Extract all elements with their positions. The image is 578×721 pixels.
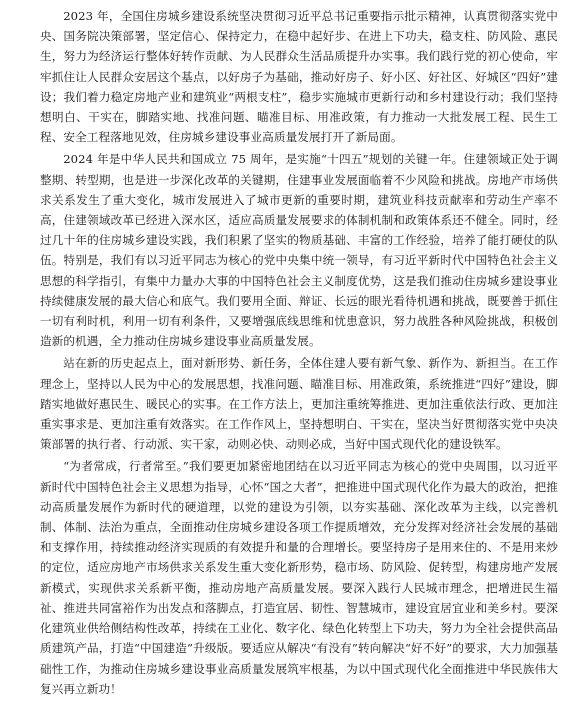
paragraph-new-starting-point: 站在新的历史起点上，面对新形势、新任务，全体住建人要有新气象、新作为、新担当。在工作理念上，坚持以人民为中心的发展思想，找准问题、瞄准目标、用准政策，系统推进“四好”建设，脚踏实地做好惠民生、暖民心的实事。在工作方法上，更加注重统筹推进、更加注重依法行政、更加注重实事求是、更加注重有效落实。在工作作风上，坚持想明白、干实在，坚决当好贯彻落实党中央决策部署的执行者、行动派、实干家，动则必快、动则必成，当好中国式现代化的建设铁军。	[40, 356, 558, 452]
paragraph-closing-call: “为者常成，行者常至。”我们要更加紧密地团结在以习近平同志为核心的党中央周围，以习近平新时代中国特色社会主义思想为指导，心怀“国之大者”，把推进中国式现代化作为最大的政治，把推动高质量发展作为新时代的硬道理，以党的建设为引领，以夯实基础、深化改革为主线，以完善机制、体制、法治为重点，全面推动住房城乡建设各项工作提质增效，充分发挥对经济社会发展的基础和支撑作用，持续推动经济实现质的有效提升和量的合理增长。要坚持房子是用来住的、不是用来炒的定位，适应房地产市场供求关系发生重大变化新形势，稳市场、防风险、促转型，构建房地产发展新模式，实现供求关系新平衡，推动房地产高质量发展。要深入践行人民城市理念，把增进民生福祉、推进共同富裕作为出发点和落脚点，打造宜居、韧性、智慧城市，建设宜居宜业和美乡村。要深化建筑业供给侧结构性改革，持续在工业化、数字化、绿色化转型上下功夫，努力为全社会提供高品质建筑产品，打造“中国建造”升级版。要适应从解决“有没有”转向解决“好不好”的要求，大力加强基础性工作，为推动住房城乡建设事业高质量发展筑牢根基，为以中国式现代化全面推进中华民族伟大复兴再立新功！	[40, 459, 558, 696]
document-page	[40, 6, 558, 701]
paragraph-2023-review: 2023 年，全国住房城乡建设系统坚决贯彻习近平总书记重要指示批示精神，认真贯彻落实党中央、国务院决策部署，坚定信心、保持定力，在稳中起好步、在进上下功夫，稳支柱、防风险、惠民生，努力为经济运行整体好转作贡献、为人民群众生活品质提升办实事。我们践行党的初心使命，牢牢抓住让人民群众安居这个基点，以好房子为基础，推动好房子、好小区、好社区、好城区“四好”建设；我们着力稳定房地产业和建筑业“两根支柱”，稳步实施城市更新行动和乡村建设行动；我们坚持想明白、干实在，脚踏实地、找准问题、瞄准目标、用准政策，有力推动一大批发展工程、民生工程、安全工程落地见效，住房城乡建设事业高质量发展打开了新局面。	[40, 9, 558, 145]
paragraph-2024-outlook: 2024 年是中华人民共和国成立 75 周年，是实施“十四五”规划的关键一年。住建领域正处于调整期、转型期，也是进一步深化改革的关键期，住建事业发展面临着不少风险和挑战。房地产市场供求关系发生了重大变化，城市发展进入了城市更新的重要时期，建筑业科技贡献率和劳动生产率不高，住建领域改革已经进入深水区，适应高质量发展要求的体制机制和政策体系还不健全。同时，经过几十年的住房城乡建设实践，我们积累了坚实的物质基础、丰富的工作经验，培养了能打硬仗的队伍。特别是，我们有以习近平同志为核心的党中央集中统一领导，有习近平新时代中国特色社会主义思想的科学指引，有集中力量办大事的中国特色社会主义制度优势，这是我们推动住房城乡建设事业持续健康发展的最大信心和底气。我们要用全面、辩证、长远的眼光看待机遇和挑战，既要善于抓住一切有利时机，利用一切有利条件，又要增强底线思维和忧患意识，努力战胜各种风险挑战，积极创造新的机遇，全力推动住房城乡建设事业高质量发展。	[40, 152, 558, 349]
